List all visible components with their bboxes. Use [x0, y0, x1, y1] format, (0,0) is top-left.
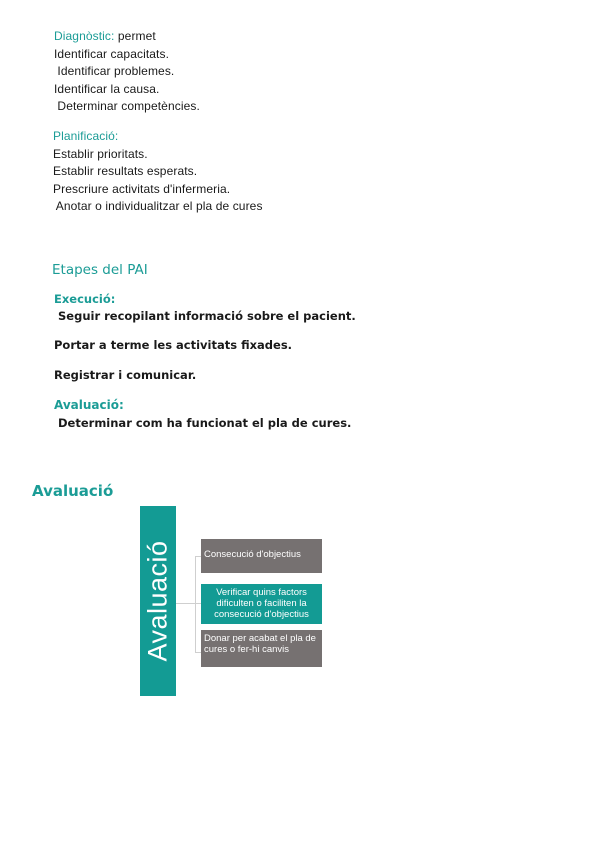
- diagram-box-verificar: Verificar quins factors dificulten o faciliten la consecució d'objectius: [201, 584, 322, 624]
- avaluacio-diagram: [140, 506, 340, 696]
- diagram-box-donar: Donar per acabat el pla de cures o fer-hi canvis: [201, 630, 322, 667]
- diagram-vertical-bar: [140, 506, 176, 696]
- avaluacio-heading: Avaluació: [32, 482, 114, 500]
- execucio-label: Execució:: [54, 292, 116, 306]
- diagram-connector: [195, 556, 196, 652]
- diagnostic-label: Diagnòstic:: [54, 29, 115, 43]
- diagnostic-item: Determinar competències.: [54, 99, 200, 114]
- avaluacio-label: Avaluació:: [54, 398, 124, 412]
- diagram-box-consecucio: Consecució d'objectius: [201, 539, 322, 573]
- planificacio-section: [53, 128, 263, 216]
- execucio-item: Registrar i comunicar.: [54, 368, 197, 382]
- planificacio-item: Establir prioritats.: [53, 146, 148, 161]
- planificacio-item: Establir resultats esperats.: [53, 164, 198, 179]
- planificacio-label: Planificació:: [53, 129, 119, 143]
- execucio-item: Portar a terme les activitats fixades.: [54, 338, 293, 352]
- diagnostic-item: Identificar problemes.: [54, 64, 175, 79]
- planificacio-item: Anotar o individualitzar el pla de cures: [53, 199, 263, 214]
- diagram-connector: [176, 603, 201, 604]
- diagnostic-item: Identificar capacitats.: [54, 46, 170, 61]
- planificacio-item: Prescriure activitats d'infermeria.: [53, 181, 231, 196]
- diagnostic-section: [54, 28, 200, 116]
- avaluacio-item: Determinar com ha funcionat el pla de cures.: [54, 416, 352, 430]
- diagnostic-label-rest: permet: [114, 29, 156, 43]
- execucio-item: Seguir recopilant informació sobre el pacient.: [54, 309, 356, 323]
- diagram-vertical-label: Avaluació: [142, 540, 173, 662]
- diagnostic-item: Identificar la causa.: [54, 81, 160, 96]
- etapes-heading: Etapes del PAI: [52, 262, 148, 278]
